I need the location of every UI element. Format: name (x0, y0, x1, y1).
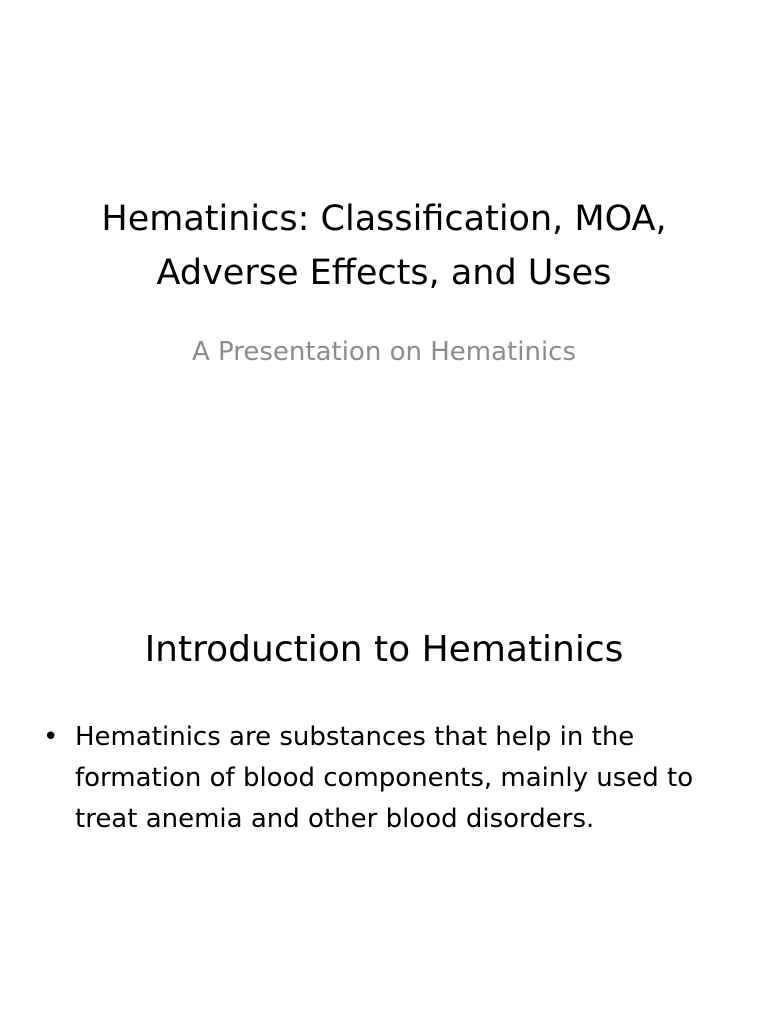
bullet-text: Hematinics are substances that help in the formation of blood components, mainly used to treat anemia and other blood disorders. (75, 722, 694, 834)
slide-title: Introduction to Hematinics (144, 629, 624, 670)
bullet-dot-icon: • (43, 722, 59, 752)
bullet-list (40, 717, 720, 840)
content-slide (0, 512, 768, 1024)
presentation-title: Hematinics: Classification, MOA, Adverse Effects, and Uses (101, 199, 667, 293)
bullet-item (40, 717, 720, 840)
presentation-subtitle: A Presentation on Hematinics (191, 337, 577, 367)
